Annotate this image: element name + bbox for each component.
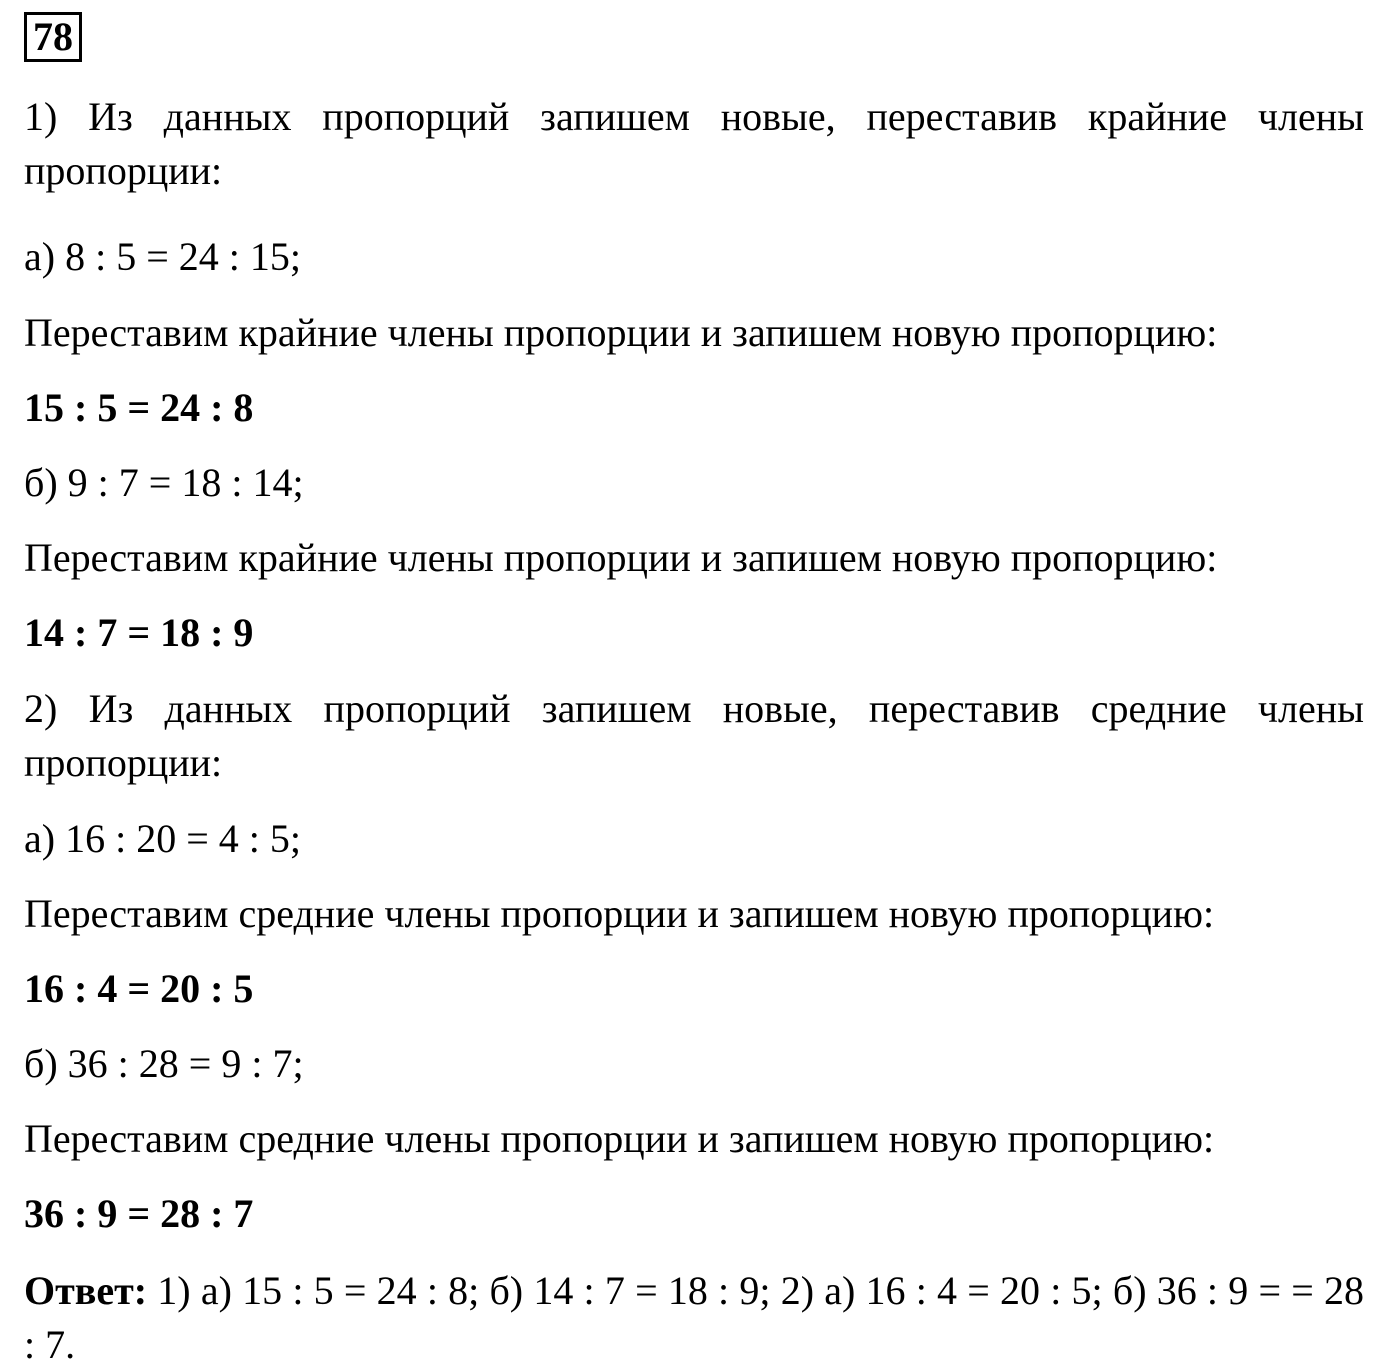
- part1-b-result: 14 : 7 = 18 : 9: [24, 610, 254, 655]
- part2-b-result: 36 : 9 = 28 : 7: [24, 1191, 254, 1236]
- part1-a-given: а) 8 : 5 = 24 : 15;: [24, 234, 301, 279]
- task-number: 78: [24, 12, 82, 62]
- part1-intro: 1) Из данных пропорций запишем новые, переставив крайние члены пропорции:: [24, 94, 1364, 193]
- part1-b-given: б) 9 : 7 = 18 : 14;: [24, 460, 304, 505]
- part2-a-given: а) 16 : 20 = 4 : 5;: [24, 816, 301, 861]
- part1-a-step: Переставим крайние члены пропорции и запишем новую пропорцию:: [24, 310, 1218, 355]
- part2-b-step: Переставим средние члены пропорции и запишем новую пропорцию:: [24, 1116, 1215, 1161]
- part1-a-result: 15 : 5 = 24 : 8: [24, 385, 254, 430]
- part2-intro: 2) Из данных пропорций запишем новые, переставив средние члены пропорции:: [24, 686, 1364, 785]
- part2-a-step: Переставим средние члены пропорции и запишем новую пропорцию:: [24, 891, 1215, 936]
- part2-a-result: 16 : 4 = 20 : 5: [24, 966, 254, 1011]
- part1-b-step: Переставим крайние члены пропорции и запишем новую пропорцию:: [24, 535, 1218, 580]
- answer-block: [24, 1264, 1364, 1372]
- answer-text: 1) а) 15 : 5 = 24 : 8; б) 14 : 7 = 18 : 9; 2) а) 16 : 4 = 20 : 5; б) 36 : 9 = = 28 : 7.: [24, 1268, 1364, 1367]
- answer-label: Ответ:: [24, 1268, 148, 1313]
- part2-b-given: б) 36 : 28 = 9 : 7;: [24, 1041, 304, 1086]
